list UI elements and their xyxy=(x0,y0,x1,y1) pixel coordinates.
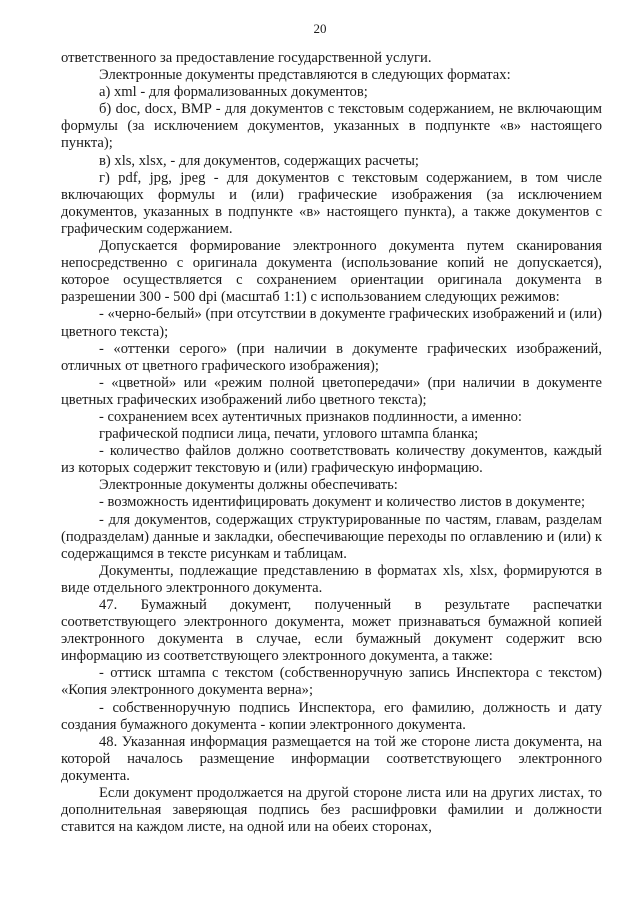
list-item-format-a: а) xml - для формализованных документов; xyxy=(99,84,368,101)
list-item-file-count: - количество файлов должно соответствовать количеству документов, каждый из которых содержит текстовую и (или) графическую информацию. xyxy=(61,443,602,477)
list-item-mode-bw: - «черно-белый» (при отсутствии в документе графических изображений и (или) цветного текста); xyxy=(61,306,602,340)
list-item-identify: - возможность идентифицировать документ и количество листов в документе; xyxy=(99,494,586,511)
paragraph-continuation: ответственного за предоставление государственной услуги. xyxy=(61,50,432,66)
list-item-format-c: в) xls, xlsx, - для документов, содержащих расчеты; xyxy=(99,152,419,169)
list-item-format-d: г) pdf, jpg, jpeg - для документов с текстовым содержанием, в том числе включающих формулы и (или) графические изображения (за исключением документов, указанных в подпункте «в» настоящего пункта), а также документов с графическим содержанием. xyxy=(61,169,602,237)
document-body xyxy=(61,50,602,836)
list-item-mode-grayscale: - «оттенки серого» (при наличии в документе графических изображений, отличных от цветного графического изображения); xyxy=(61,340,602,374)
paragraph-formats-intro: Электронные документы представляются в следующих форматах: xyxy=(99,67,511,84)
page-number: 20 xyxy=(313,21,327,36)
paragraph-clause-48: 48. Указанная информация размещается на той же стороне листа документа, на которой началось размещение информации соответствующего электронного документа. xyxy=(61,733,602,784)
list-item-authenticity: - сохранением всех аутентичных признаков подлинности, а именно: xyxy=(99,408,522,425)
list-item-format-b: б) doc, docx, BMP - для документов с текстовым содержанием, не включающим формулы (за исключением документов, указанных в подпункте «в» настоящего пункта); xyxy=(61,101,602,152)
paragraph-clause-47: 47. Бумажный документ, полученный в результате распечатки соответствующего электронного документа, может признаваться бумажной копией электронного документа в случае, если бумажный документ содержит всю информацию из соответствующего электронного документа, а также: xyxy=(61,597,602,665)
list-item-inspector-signature: - собственноручную подпись Инспектора, его фамилию, должность и дату создания бумажного документа - копии электронного документа. xyxy=(61,699,602,733)
list-item-signature-stamp: графической подписи лица, печати, углового штампа бланка; xyxy=(99,426,479,443)
paragraph-continuation-sheets: Если документ продолжается на другой стороне листа или на других листах, то дополнительная заверяющая подпись без расшифровки фамилии и должности ставится на каждом листе, на одной или на обеих сторонах, xyxy=(61,785,602,836)
list-item-structured: - для документов, содержащих структурированные по частям, главам, разделам (подразделам) данные и закладки, обеспечивающие переходы по оглавлению и (или) к содержащимся в тексте рисункам и таблицам. xyxy=(61,511,602,562)
paragraph-requirements-intro: Электронные документы должны обеспечивать: xyxy=(99,477,398,494)
list-item-stamp-text: - оттиск штампа с текстом (собственноручную запись Инспектора с текстом) «Копия электронного документа верна»; xyxy=(61,665,602,699)
paragraph-xls-separate: Документы, подлежащие представлению в форматах xls, xlsx, формируются в виде отдельного электронного документа. xyxy=(61,562,602,596)
list-item-mode-color: - «цветной» или «режим полной цветопередачи» (при наличии в документе цветных графических изображений либо цветного текста); xyxy=(61,374,602,408)
paragraph-scanning: Допускается формирование электронного документа путем сканирования непосредственно с оригинала документа (использование копий не допускается), которое осуществляется с сохранением ориентации оригинала документа в разрешении 300 - 500 dpi (масштаб 1:1) с использованием следующих режимов: xyxy=(61,238,602,306)
